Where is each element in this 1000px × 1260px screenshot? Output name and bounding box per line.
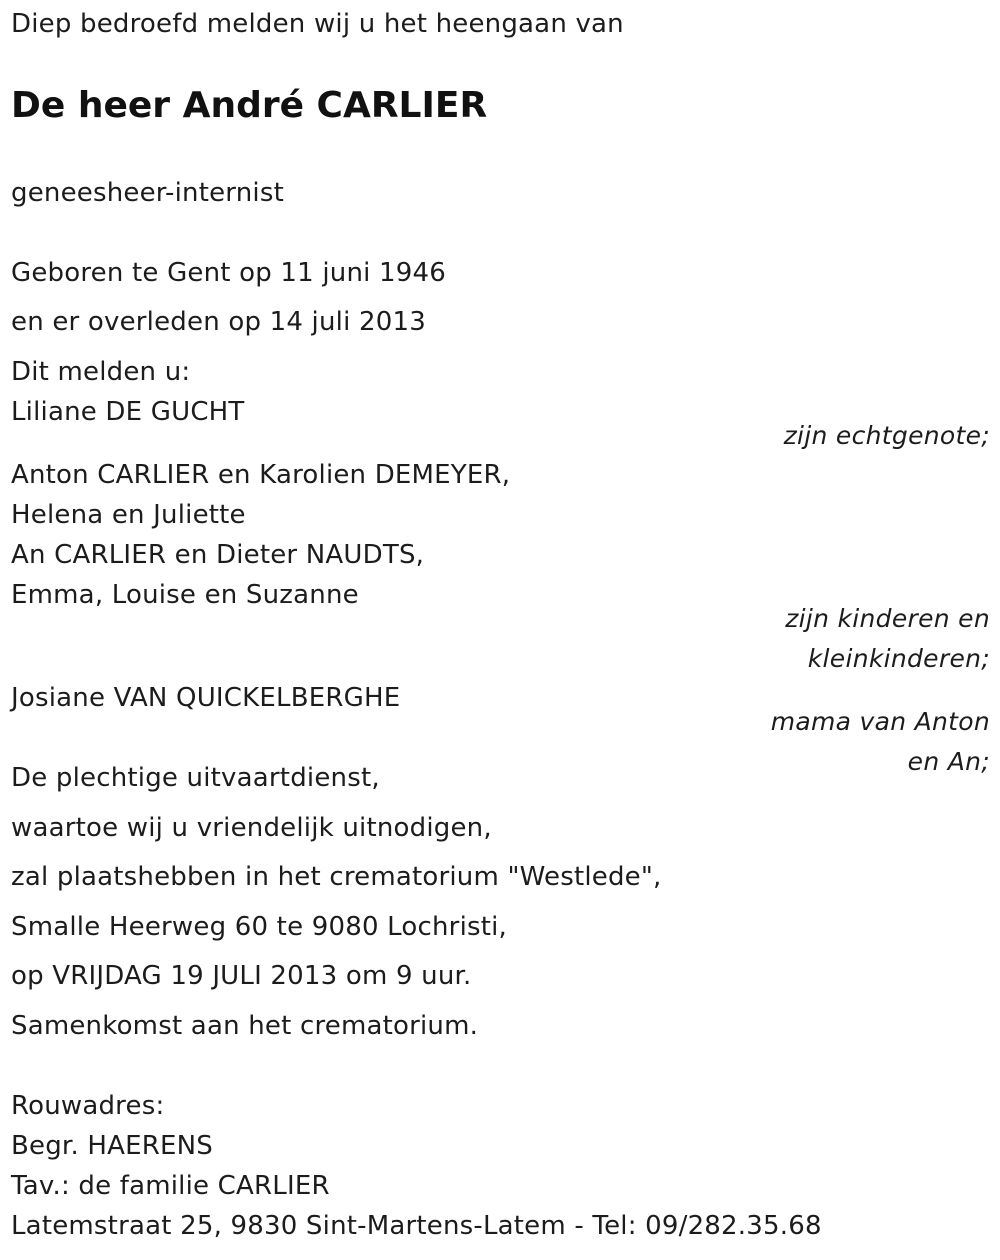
deceased-name: De heer André CARLIER: [11, 85, 488, 126]
children-line: Anton CARLIER en Karolien DEMEYER,: [11, 460, 511, 490]
service-line: Samenkomst aan het crematorium.: [11, 1011, 479, 1041]
address-line: Latemstraat 25, 9830 Sint-Martens-Latem - Tel: 09/282.35.68: [11, 1211, 822, 1241]
service-line: zal plaatshebben in het crematorium "Westlede",: [11, 862, 662, 892]
attention-line: Tav.: de familie CARLIER: [11, 1171, 330, 1201]
mother-relation: en An;: [907, 747, 990, 776]
spouse-relation: zijn echtgenote;: [783, 421, 990, 450]
mourning-address-label: Rouwadres:: [11, 1091, 165, 1121]
spouse-name: Liliane DE GUCHT: [11, 397, 245, 427]
children-line: An CARLIER en Dieter NAUDTS,: [11, 540, 425, 570]
mother-name: Josiane VAN QUICKELBERGHE: [11, 683, 401, 713]
children-line: Emma, Louise en Suzanne: [11, 580, 359, 610]
mother-relation: mama van Anton: [770, 707, 990, 736]
funeral-home: Begr. HAERENS: [11, 1131, 213, 1161]
service-line: waartoe wij u vriendelijk uitnodigen,: [11, 813, 492, 843]
children-relation: zijn kinderen en: [785, 604, 990, 633]
intro-text: Diep bedroefd melden wij u het heengaan van: [11, 9, 624, 39]
profession: geneesheer-internist: [11, 178, 284, 208]
children-line: Helena en Juliette: [11, 500, 246, 530]
service-line: Smalle Heerweg 60 te 9080 Lochristi,: [11, 912, 508, 942]
service-line: De plechtige uitvaartdienst,: [11, 763, 380, 793]
death-line: en er overleden op 14 juli 2013: [11, 307, 426, 337]
announcers-intro: Dit melden u:: [11, 357, 191, 387]
birth-line: Geboren te Gent op 11 juni 1946: [11, 258, 447, 288]
service-line: op VRIJDAG 19 JULI 2013 om 9 uur.: [11, 961, 472, 991]
children-relation: kleinkinderen;: [807, 644, 990, 673]
